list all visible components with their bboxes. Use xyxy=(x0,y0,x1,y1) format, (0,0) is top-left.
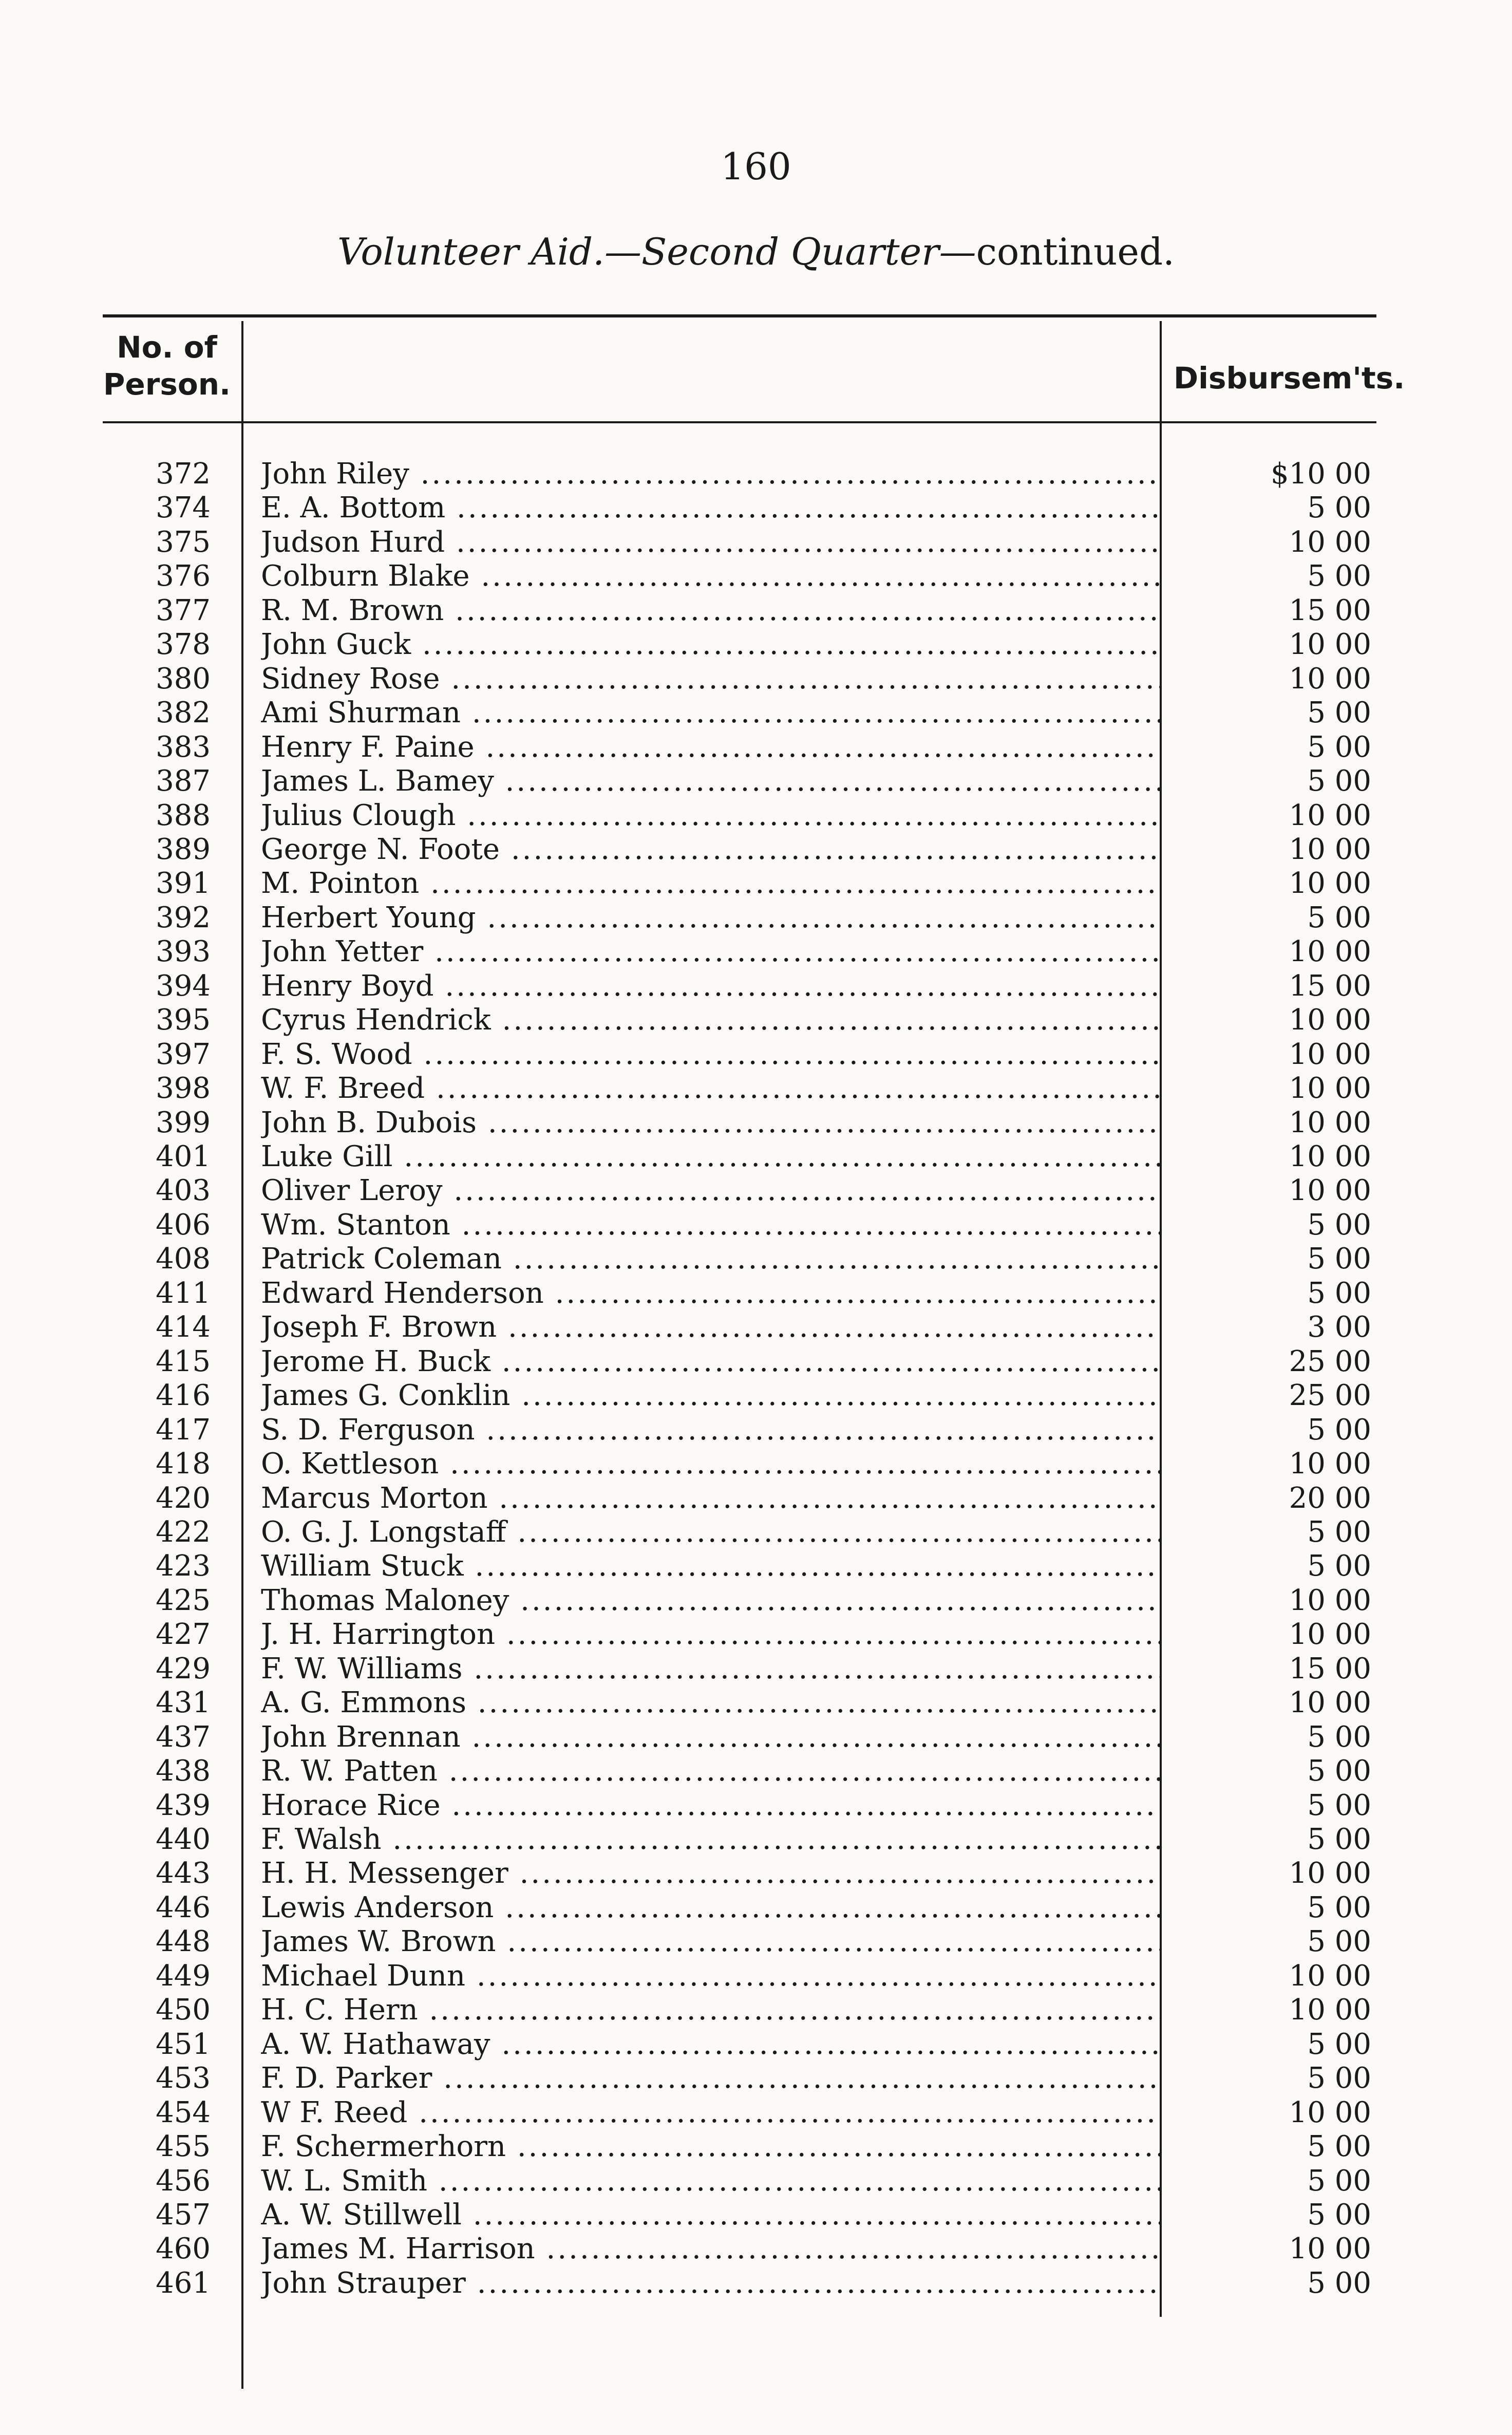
person-number: 388 xyxy=(156,798,211,832)
table-row xyxy=(0,2062,1512,2095)
person-number: 374 xyxy=(156,491,211,525)
person-name: John Riley ..... xyxy=(261,457,1160,491)
person-name: O. Kettleson ..... xyxy=(261,1447,1160,1481)
table-row xyxy=(0,2232,1512,2266)
table-row xyxy=(0,935,1512,969)
column-header-number xyxy=(103,329,231,403)
disbursement-amount: 5 00 xyxy=(1307,696,1371,730)
table-row xyxy=(0,1174,1512,1208)
disbursement-amount: 25 00 xyxy=(1289,1344,1371,1378)
person-name: J. H. Harrington ..... xyxy=(261,1618,1160,1652)
disbursement-amount: 15 00 xyxy=(1289,593,1371,627)
person-number: 449 xyxy=(156,1959,211,1993)
person-name: Henry Boyd ..... xyxy=(261,969,1160,1003)
person-number: 453 xyxy=(156,2062,211,2095)
person-number: 399 xyxy=(156,1106,211,1139)
person-name: Oliver Leroy ..... xyxy=(261,1174,1160,1208)
disbursement-amount: 10 00 xyxy=(1289,1993,1371,2027)
person-number: 454 xyxy=(156,2095,211,2129)
disbursement-amount: 5 00 xyxy=(1307,1413,1371,1447)
disbursement-amount: 15 00 xyxy=(1289,969,1371,1003)
person-number: 457 xyxy=(156,2198,211,2232)
person-name: Marcus Morton ..... xyxy=(261,1482,1160,1515)
disbursement-amount: 5 00 xyxy=(1307,1823,1371,1856)
disbursement-amount: 10 00 xyxy=(1289,628,1371,662)
person-name: Edward Henderson ..... xyxy=(261,1277,1160,1310)
person-name: A. W. Hathaway ..... xyxy=(261,2028,1160,2062)
person-name: John Yetter ..... xyxy=(261,935,1160,969)
person-number: 393 xyxy=(156,935,211,969)
table-row xyxy=(0,628,1512,662)
table-row xyxy=(0,1720,1512,1754)
person-name: Henry F. Paine ..... xyxy=(261,730,1160,764)
person-name: John Brennan ..... xyxy=(261,1720,1160,1754)
disbursement-amount: 10 00 xyxy=(1289,1959,1371,1993)
table-row xyxy=(0,2130,1512,2164)
person-name: James M. Harrison ..... xyxy=(261,2232,1160,2266)
disbursement-amount: 10 00 xyxy=(1289,1003,1371,1037)
table-row xyxy=(0,1584,1512,1618)
disbursement-amount: 10 00 xyxy=(1289,832,1371,866)
disbursement-amount: 5 00 xyxy=(1307,2164,1371,2198)
person-name: F. Schermerhorn ..... xyxy=(261,2130,1160,2164)
table-row xyxy=(0,1482,1512,1515)
disbursement-amount: 10 00 xyxy=(1289,2095,1371,2129)
person-number: 414 xyxy=(156,1310,211,1344)
person-name: A. G. Emmons ..... xyxy=(261,1686,1160,1720)
table-row xyxy=(0,491,1512,525)
person-name: F. D. Parker ..... xyxy=(261,2062,1160,2095)
table-row xyxy=(0,867,1512,901)
person-number: 439 xyxy=(156,1788,211,1822)
table-row xyxy=(0,969,1512,1003)
person-number: 397 xyxy=(156,1037,211,1071)
person-number: 387 xyxy=(156,764,211,798)
person-name: A. W. Stillwell ..... xyxy=(261,2198,1160,2232)
table-row xyxy=(0,1618,1512,1652)
person-number: 380 xyxy=(156,662,211,696)
person-number: 389 xyxy=(156,832,211,866)
top-rule xyxy=(103,314,1376,317)
person-number: 378 xyxy=(156,628,211,662)
person-number: 438 xyxy=(156,1754,211,1788)
person-number: 440 xyxy=(156,1823,211,1856)
disbursement-amount: 15 00 xyxy=(1289,1652,1371,1685)
disbursement-amount: 5 00 xyxy=(1307,1754,1371,1788)
person-name: Colburn Blake ..... xyxy=(261,559,1160,593)
disbursement-amount: 5 00 xyxy=(1307,2062,1371,2095)
person-name: Joseph F. Brown ..... xyxy=(261,1310,1160,1344)
disbursement-amount: 5 00 xyxy=(1307,1549,1371,1583)
person-name: Wm. Stanton ..... xyxy=(261,1208,1160,1242)
table-row xyxy=(0,1413,1512,1447)
table-row xyxy=(0,730,1512,764)
table-row xyxy=(0,662,1512,696)
disbursement-amount: 5 00 xyxy=(1307,491,1371,525)
person-name: John Guck ..... xyxy=(261,628,1160,662)
disbursement-amount: $10 00 xyxy=(1271,457,1371,491)
disbursement-amount: 5 00 xyxy=(1307,1208,1371,1242)
disbursement-amount: 10 00 xyxy=(1289,1106,1371,1139)
disbursement-amount: 10 00 xyxy=(1289,1037,1371,1071)
person-number: 408 xyxy=(156,1242,211,1276)
person-number: 395 xyxy=(156,1003,211,1037)
person-number: 377 xyxy=(156,593,211,627)
page-number: 160 xyxy=(721,145,791,188)
disbursement-amount: 10 00 xyxy=(1289,1686,1371,1720)
person-number: 429 xyxy=(156,1652,211,1685)
table-row xyxy=(0,1891,1512,1925)
person-name: H. H. Messenger ..... xyxy=(261,1857,1160,1890)
person-name: Julius Clough ..... xyxy=(261,799,1160,833)
person-name: George N. Foote ..... xyxy=(261,833,1160,867)
person-number: 423 xyxy=(156,1549,211,1583)
table-row xyxy=(0,1549,1512,1583)
person-name: Judson Hurd ..... xyxy=(261,526,1160,559)
disbursement-amount: 10 00 xyxy=(1289,1583,1371,1617)
table-row xyxy=(0,1447,1512,1481)
table-row xyxy=(0,901,1512,935)
disbursement-amount: 10 00 xyxy=(1289,1447,1371,1481)
disbursement-amount: 5 00 xyxy=(1307,1925,1371,1959)
table-row xyxy=(0,2028,1512,2062)
person-name: O. G. J. Longstaff ..... xyxy=(261,1515,1160,1549)
person-name: James L. Bamey ..... xyxy=(261,764,1160,798)
person-number: 437 xyxy=(156,1720,211,1754)
person-name: Cyrus Hendrick ..... xyxy=(261,1003,1160,1037)
person-name: Horace Rice ..... xyxy=(261,1789,1160,1823)
person-name: James W. Brown ..... xyxy=(261,1925,1160,1959)
table-row xyxy=(0,2164,1512,2198)
person-name: Ami Shurman ..... xyxy=(261,696,1160,730)
table-row xyxy=(0,1789,1512,1823)
person-number: 443 xyxy=(156,1857,211,1890)
table-row xyxy=(0,1106,1512,1140)
person-name: H. C. Hern ..... xyxy=(261,1993,1160,2027)
person-number: 411 xyxy=(156,1276,211,1310)
table-row xyxy=(0,1208,1512,1242)
person-number: 427 xyxy=(156,1618,211,1652)
disbursement-amount: 20 00 xyxy=(1289,1481,1371,1515)
person-name: Thomas Maloney ..... xyxy=(261,1584,1160,1618)
disbursement-amount: 10 00 xyxy=(1289,1174,1371,1208)
person-number: 392 xyxy=(156,901,211,934)
person-number: 446 xyxy=(156,1890,211,1924)
disbursement-amount: 5 00 xyxy=(1307,1515,1371,1549)
person-name: John B. Dubois ..... xyxy=(261,1106,1160,1140)
table-row xyxy=(0,457,1512,491)
person-number: 416 xyxy=(156,1379,211,1413)
person-number: 375 xyxy=(156,525,211,559)
person-number: 422 xyxy=(156,1515,211,1549)
table-row xyxy=(0,1686,1512,1720)
table-row xyxy=(0,1959,1512,1993)
person-name: S. D. Ferguson ..... xyxy=(261,1413,1160,1447)
person-number: 376 xyxy=(156,559,211,593)
disbursement-amount: 10 00 xyxy=(1289,1857,1371,1890)
table-row xyxy=(0,2096,1512,2130)
table-row xyxy=(0,1242,1512,1276)
person-number: 394 xyxy=(156,969,211,1003)
table-row xyxy=(0,1277,1512,1310)
disbursement-amount: 10 00 xyxy=(1289,1618,1371,1652)
disbursement-amount: 5 00 xyxy=(1307,2027,1371,2061)
person-number: 431 xyxy=(156,1686,211,1720)
person-name: R. M. Brown ..... xyxy=(261,594,1160,628)
column-header-number-line1: No. of xyxy=(117,330,217,365)
person-name: Sidney Rose ..... xyxy=(261,662,1160,696)
title-italic: Volunteer Aid.—Second Quarter— xyxy=(337,230,976,273)
person-number: 391 xyxy=(156,867,211,901)
person-number: 461 xyxy=(156,2266,211,2300)
person-name: William Stuck ..... xyxy=(261,1549,1160,1583)
person-name: Lewis Anderson ..... xyxy=(261,1891,1160,1925)
table-row xyxy=(0,764,1512,798)
table-row xyxy=(0,1072,1512,1106)
person-name: R. W. Patten ..... xyxy=(261,1754,1160,1788)
person-number: 415 xyxy=(156,1344,211,1378)
disbursement-amount: 10 00 xyxy=(1289,1140,1371,1173)
person-number: 417 xyxy=(156,1413,211,1447)
person-name: Michael Dunn ..... xyxy=(261,1959,1160,1993)
table-row xyxy=(0,1515,1512,1549)
person-number: 418 xyxy=(156,1447,211,1481)
table-row xyxy=(0,1310,1512,1344)
person-name: W. L. Smith ..... xyxy=(261,2164,1160,2198)
table-row xyxy=(0,1140,1512,1174)
table-row xyxy=(0,1857,1512,1890)
table-row xyxy=(0,1652,1512,1686)
person-number: 383 xyxy=(156,730,211,764)
disbursement-amount: 5 00 xyxy=(1307,1720,1371,1754)
person-number: 401 xyxy=(156,1140,211,1173)
person-name: John Strauper ..... xyxy=(261,2267,1160,2300)
table-row xyxy=(0,559,1512,593)
person-name: E. A. Bottom ..... xyxy=(261,491,1160,525)
disbursement-amount: 5 00 xyxy=(1307,2198,1371,2232)
table-row xyxy=(0,1993,1512,2027)
person-number: 403 xyxy=(156,1174,211,1208)
person-name: Herbert Young ..... xyxy=(261,901,1160,935)
person-number: 382 xyxy=(156,696,211,730)
person-name: James G. Conklin ..... xyxy=(261,1379,1160,1413)
table-row xyxy=(0,1925,1512,1959)
person-number: 450 xyxy=(156,1993,211,2027)
disbursement-amount: 10 00 xyxy=(1289,935,1371,969)
disbursement-amount: 25 00 xyxy=(1289,1379,1371,1413)
table-row xyxy=(0,526,1512,559)
person-name: M. Pointon ..... xyxy=(261,867,1160,901)
person-name: W. F. Breed ..... xyxy=(261,1072,1160,1106)
disbursement-amount: 5 00 xyxy=(1307,730,1371,764)
table-row xyxy=(0,833,1512,867)
person-number: 448 xyxy=(156,1925,211,1959)
table-row xyxy=(0,1379,1512,1413)
disbursement-amount: 5 00 xyxy=(1307,1242,1371,1276)
table-row xyxy=(0,1345,1512,1379)
disbursement-amount: 10 00 xyxy=(1289,798,1371,832)
disbursement-amount: 10 00 xyxy=(1289,662,1371,696)
person-number: 420 xyxy=(156,1481,211,1515)
disbursement-amount: 3 00 xyxy=(1307,1310,1371,1344)
person-name: Jerome H. Buck ..... xyxy=(261,1345,1160,1379)
table-row xyxy=(0,2198,1512,2232)
person-number: 456 xyxy=(156,2164,211,2198)
table-row xyxy=(0,799,1512,833)
person-name: F. W. Williams ..... xyxy=(261,1652,1160,1686)
disbursement-amount: 5 00 xyxy=(1307,1788,1371,1822)
person-name: Luke Gill ..... xyxy=(261,1140,1160,1174)
column-header-number-line2: Person. xyxy=(103,367,231,402)
disbursement-amount: 5 00 xyxy=(1307,1890,1371,1924)
person-name: W F. Reed ..... xyxy=(261,2096,1160,2130)
disbursement-amount: 10 00 xyxy=(1289,1072,1371,1106)
person-number: 398 xyxy=(156,1072,211,1106)
disbursement-amount: 5 00 xyxy=(1307,901,1371,934)
disbursement-amount: 10 00 xyxy=(1289,525,1371,559)
table-row xyxy=(0,1003,1512,1037)
table-row xyxy=(0,2267,1512,2300)
table-row xyxy=(0,696,1512,730)
person-number: 372 xyxy=(156,457,211,491)
person-name: Patrick Coleman ..... xyxy=(261,1242,1160,1276)
title-plain: continued. xyxy=(976,230,1175,273)
table-row xyxy=(0,594,1512,628)
person-number: 425 xyxy=(156,1583,211,1617)
table-row xyxy=(0,1754,1512,1788)
person-name: F. Walsh ..... xyxy=(261,1823,1160,1857)
column-header-disbursements: Disbursem'ts. xyxy=(1174,361,1405,396)
disbursement-amount: 5 00 xyxy=(1307,2130,1371,2164)
person-number: 451 xyxy=(156,2027,211,2061)
page-title xyxy=(0,230,1512,273)
table-row xyxy=(0,1038,1512,1072)
table-row xyxy=(0,1823,1512,1857)
person-number: 455 xyxy=(156,2130,211,2164)
disbursement-amount: 10 00 xyxy=(1289,2232,1371,2266)
person-name: F. S. Wood ..... xyxy=(261,1038,1160,1072)
header-rule xyxy=(103,421,1376,423)
disbursement-amount: 10 00 xyxy=(1289,867,1371,901)
disbursement-amount: 5 00 xyxy=(1307,1276,1371,1310)
person-number: 406 xyxy=(156,1208,211,1242)
disbursement-amount: 5 00 xyxy=(1307,559,1371,593)
person-number: 460 xyxy=(156,2232,211,2266)
disbursement-amount: 5 00 xyxy=(1307,2266,1371,2300)
disbursement-amount: 5 00 xyxy=(1307,764,1371,798)
